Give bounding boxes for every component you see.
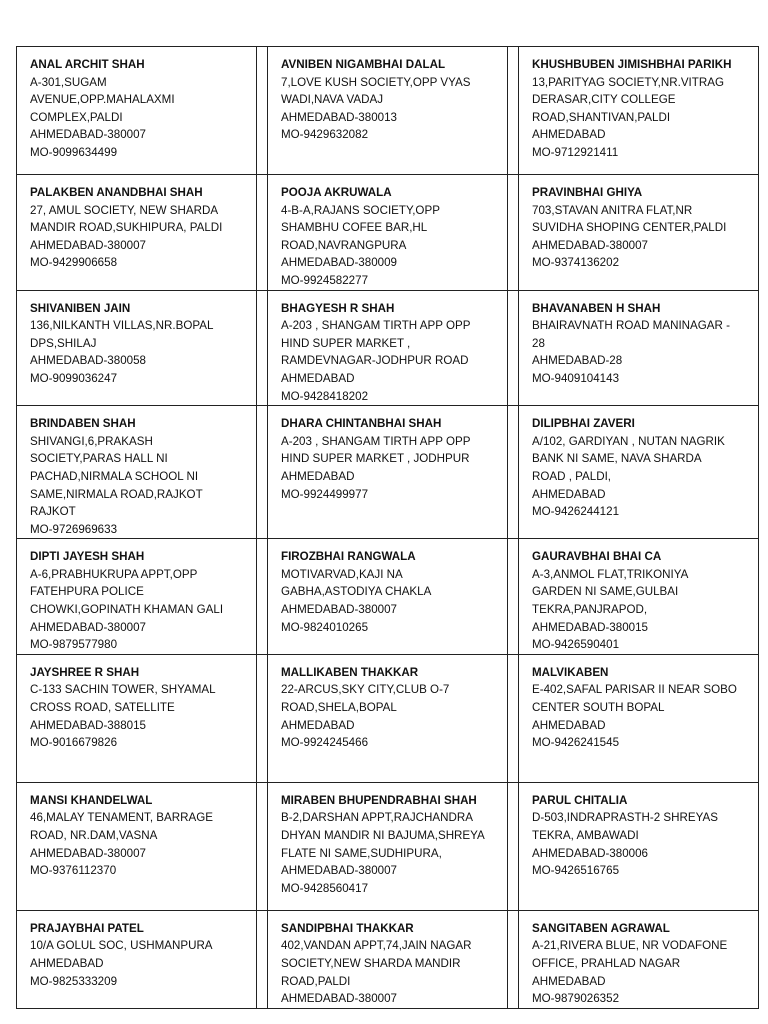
address-card (17, 175, 257, 291)
contact-name: MIRABEN BHUPENDRABHAI SHAH (281, 793, 477, 807)
address-card (519, 175, 759, 291)
label-row (17, 654, 759, 782)
address-line: MO-9879026352 (532, 992, 620, 1006)
address-label-sheet (16, 46, 758, 1006)
address-line: MO-9825333209 (30, 974, 118, 988)
address-line: BANK NI SAME, NAVA SHARDA (532, 452, 702, 466)
address-line: MO-9016679826 (30, 736, 118, 750)
address-line: AVENUE,OPP.MAHALAXMI (30, 93, 175, 107)
address-line: ROAD , PALDI, (532, 469, 612, 483)
address-card (268, 782, 508, 910)
contact-name: GAURAVBHAI BHAI CA (532, 550, 662, 564)
address-card (17, 290, 257, 406)
address-card (268, 539, 508, 655)
column-gap (508, 290, 519, 406)
address-line: MO-9376112370 (30, 864, 117, 878)
address-card (268, 290, 508, 406)
address-line: TEKRA, AMBAWADI (532, 829, 639, 843)
column-gap (508, 539, 519, 655)
address-line: SUVIDHA SHOPING CENTER,PALDI (532, 221, 727, 235)
label-row (17, 290, 759, 406)
address-card (17, 539, 257, 655)
address-line: AHMEDABAD-388015 (30, 718, 146, 732)
address-line: SAME,NIRMALA ROAD,RAJKOT (30, 487, 203, 501)
address-line: 7,LOVE KUSH SOCIETY,OPP VYAS (281, 75, 471, 89)
address-line: MO-9712921411 (532, 145, 619, 159)
address-line: ROAD,SHELA,BOPAL (281, 701, 397, 715)
address-line: FLATE NI SAME,SUDHIPURA, (281, 846, 442, 860)
address-line: ROAD,PALDI (281, 974, 351, 988)
contact-name: AVNIBEN NIGAMBHAI DALAL (281, 58, 446, 71)
address-line: AHMEDABAD (532, 487, 606, 501)
contact-name: ANAL ARCHIT SHAH (30, 58, 145, 71)
address-card (519, 47, 759, 175)
address-line: MO-9924582277 (281, 273, 369, 287)
column-gap (257, 654, 268, 782)
address-line: MO-9429632082 (281, 128, 369, 142)
address-line: 28 (532, 336, 545, 350)
address-line: MO-9824010265 (281, 620, 369, 634)
label-row (17, 539, 759, 655)
address-line: COMPLEX,PALDI (30, 110, 123, 124)
column-gap (508, 782, 519, 910)
address-line: AHMEDABAD (30, 957, 104, 971)
column-gap (257, 290, 268, 406)
address-line: AHMEDABAD-28 (532, 354, 623, 368)
address-line: MO-9726969633 (30, 522, 118, 536)
address-line: A-6,PRABHUKRUPA APPT,OPP (30, 567, 198, 581)
address-line: AHMEDABAD-380058 (30, 354, 146, 368)
label-row (17, 782, 759, 910)
address-line: MO-9099036247 (30, 371, 118, 385)
address-line: FATEHPURA POLICE (30, 585, 144, 599)
address-card (268, 406, 508, 539)
address-line: MO-9879577980 (30, 638, 118, 652)
address-line: AHMEDABAD (281, 371, 355, 385)
address-card (268, 47, 508, 175)
address-line: ROAD,NAVRANGPURA (281, 238, 407, 252)
address-line: ROAD,SHANTIVAN,PALDI (532, 110, 671, 124)
address-line: DHYAN MANDIR NI BAJUMA,SHREYA (281, 829, 485, 843)
contact-name: BHAVANABEN H SHAH (532, 301, 661, 315)
address-line: MO-9426244121 (532, 505, 620, 519)
contact-name: DHARA CHINTANBHAI SHAH (281, 417, 442, 431)
address-line: MO-9426590401 (532, 638, 620, 652)
column-gap (257, 782, 268, 910)
address-card (519, 406, 759, 539)
address-line: MO-9428560417 (281, 881, 369, 895)
address-line: A-203 , SHANGAM TIRTH APP OPP (281, 434, 471, 448)
address-card (519, 654, 759, 782)
column-gap (508, 654, 519, 782)
address-line: AHMEDABAD (532, 128, 606, 142)
address-card (17, 654, 257, 782)
address-line: HIND SUPER MARKET , JODHPUR (281, 452, 470, 466)
contact-name: MALLIKABEN THAKKAR (281, 665, 419, 679)
contact-name: PRAVINBHAI GHIYA (532, 186, 643, 199)
label-row (17, 910, 759, 1008)
address-line: D-503,INDRAPRASTH-2 SHREYAS (532, 811, 718, 825)
address-line: MO-9924499977 (281, 487, 369, 501)
address-line: GABHA,ASTODIYA CHAKLA (281, 585, 432, 599)
contact-name: JAYSHREE R SHAH (30, 665, 140, 679)
column-gap (508, 175, 519, 291)
address-line: MO-9099634499 (30, 145, 118, 159)
address-line: A-203 , SHANGAM TIRTH APP OPP (281, 319, 471, 333)
contact-name: POOJA AKRUWALA (281, 186, 392, 199)
contact-name: MALVIKABEN (532, 665, 609, 679)
address-card (268, 910, 508, 1008)
address-line: RAMDEVNAGAR-JODHPUR ROAD (281, 354, 469, 368)
address-line: 27, AMUL SOCIETY, NEW SHARDA (30, 203, 219, 217)
address-line: MO-9409104143 (532, 371, 620, 385)
address-line: B-2,DARSHAN APPT,RAJCHANDRA (281, 811, 473, 825)
contact-name: BHAGYESH R SHAH (281, 301, 395, 315)
address-line: SOCIETY,PARAS HALL NI (30, 452, 168, 466)
contact-name: PALAKBEN ANANDBHAI SHAH (30, 186, 203, 199)
column-gap (508, 910, 519, 1008)
address-line: 13,PARITYAG SOCIETY,NR.VITRAG (532, 75, 724, 89)
address-line: AHMEDABAD (532, 718, 606, 732)
address-line: A/102, GARDIYAN , NUTAN NAGRIK (532, 434, 725, 448)
address-line: AHMEDABAD-380007 (30, 238, 146, 252)
address-card (268, 654, 508, 782)
address-line: A-21,RIVERA BLUE, NR VODAFONE (532, 939, 728, 953)
label-row (17, 47, 759, 175)
address-line: C-133 SACHIN TOWER, SHYAMAL (30, 683, 216, 697)
address-line: AHMEDABAD-380007 (281, 603, 397, 617)
address-line: 10/A GOLUL SOC, USHMANPURA (30, 939, 213, 953)
address-card (17, 406, 257, 539)
contact-name: PARUL CHITALIA (532, 793, 628, 807)
address-card (519, 290, 759, 406)
address-line: CHOWKI,GOPINATH KHAMAN GALI (30, 603, 224, 617)
address-card (17, 782, 257, 910)
address-card (519, 910, 759, 1008)
address-line: AHMEDABAD-380007 (281, 864, 397, 878)
address-table (16, 46, 759, 1009)
address-line: SHAMBHU COFEE BAR,HL (281, 221, 428, 235)
contact-name: KHUSHBUBEN JIMISHBHAI PARIKH (532, 58, 732, 71)
address-line: CENTER SOUTH BOPAL (532, 701, 665, 715)
address-line: MO-9428418202 (281, 389, 369, 403)
address-line: A-3,ANMOL FLAT,TRIKONIYA (532, 567, 689, 581)
address-line: AHMEDABAD-380006 (532, 846, 648, 860)
address-line: 22-ARCUS,SKY CITY,CLUB O-7 (281, 683, 450, 697)
address-line: WADI,NAVA VADAJ (281, 93, 383, 107)
address-line: 136,NILKANTH VILLAS,NR.BOPAL (30, 319, 214, 333)
address-card (519, 539, 759, 655)
column-gap (257, 539, 268, 655)
address-line: SHIVANGI,6,PRAKASH (30, 434, 153, 448)
address-line: MO-9374136202 (532, 256, 620, 270)
address-line: MOTIVARVAD,KAJI NA (281, 567, 403, 581)
contact-name: BRINDABEN SHAH (30, 417, 136, 431)
address-line: AHMEDABAD-380015 (532, 620, 648, 634)
address-line: DERASAR,CITY COLLEGE (532, 93, 676, 107)
address-line: E-402,SAFAL PARISAR II NEAR SOBO (532, 683, 737, 697)
address-line: 4-B-A,RAJANS SOCIETY,OPP (281, 203, 440, 217)
address-card (17, 47, 257, 175)
address-line: MANDIR ROAD,SUKHIPURA, PALDI (30, 221, 223, 235)
address-line: MO-9426516765 (532, 864, 620, 878)
address-line: MO-9429906658 (30, 256, 118, 270)
address-line: ROAD, NR.DAM,VASNA (30, 829, 158, 843)
address-line: SOCIETY,NEW SHARDA MANDIR (281, 957, 461, 971)
address-line: PACHAD,NIRMALA SCHOOL NI (30, 469, 199, 483)
contact-name: FIROZBHAI RANGWALA (281, 550, 416, 564)
address-line: CROSS ROAD, SATELLITE (30, 701, 175, 715)
contact-name: SHIVANIBEN JAIN (30, 301, 131, 315)
address-line: AHMEDABAD-380013 (281, 110, 397, 124)
label-row (17, 406, 759, 539)
address-line: AHMEDABAD-380007 (30, 620, 146, 634)
address-line: OFFICE, PRAHLAD NAGAR (532, 957, 681, 971)
column-gap (257, 406, 268, 539)
address-line: HIND SUPER MARKET , (281, 336, 411, 350)
address-line: RAJKOT (30, 505, 76, 519)
address-line: GARDEN NI SAME,GULBAI (532, 585, 679, 599)
label-row (17, 175, 759, 291)
address-line: 703,STAVAN ANITRA FLAT,NR (532, 203, 693, 217)
column-gap (257, 175, 268, 291)
column-gap (508, 47, 519, 175)
address-line: AHMEDABAD-380009 (281, 256, 397, 270)
address-line: AHMEDABAD (281, 469, 355, 483)
contact-name: PRAJAYBHAI PATEL (30, 921, 144, 935)
address-line: 46,MALAY TENAMENT, BARRAGE (30, 811, 213, 825)
address-line: MO-9924245466 (281, 736, 369, 750)
contact-name: SANGITABEN AGRAWAL (532, 921, 670, 935)
address-card (268, 175, 508, 291)
address-line: DPS,SHILAJ (30, 336, 97, 350)
contact-name: MANSI KHANDELWAL (30, 793, 153, 807)
address-card (519, 782, 759, 910)
address-line: AHMEDABAD-380007 (30, 128, 146, 142)
contact-name: DILIPBHAI ZAVERI (532, 417, 635, 431)
column-gap (257, 910, 268, 1008)
address-line: AHMEDABAD-380007 (30, 846, 146, 860)
address-line: TEKRA,PANJRAPOD, (532, 603, 648, 617)
contact-name: SANDIPBHAI THAKKAR (281, 921, 414, 935)
contact-name: DIPTI JAYESH SHAH (30, 550, 145, 564)
address-line: AHMEDABAD (532, 974, 606, 988)
column-gap (508, 406, 519, 539)
address-line: AHMEDABAD-380007 (281, 992, 397, 1006)
address-line: MO-9426241545 (532, 736, 620, 750)
address-line: AHMEDABAD-380007 (532, 238, 648, 252)
address-line: AHMEDABAD (281, 718, 355, 732)
column-gap (257, 47, 268, 175)
address-line: 402,VANDAN APPT,74,JAIN NAGAR (281, 939, 472, 953)
address-card (17, 910, 257, 1008)
address-line: A-301,SUGAM (30, 75, 107, 89)
address-line: BHAIRAVNATH ROAD MANINAGAR - (532, 319, 730, 333)
